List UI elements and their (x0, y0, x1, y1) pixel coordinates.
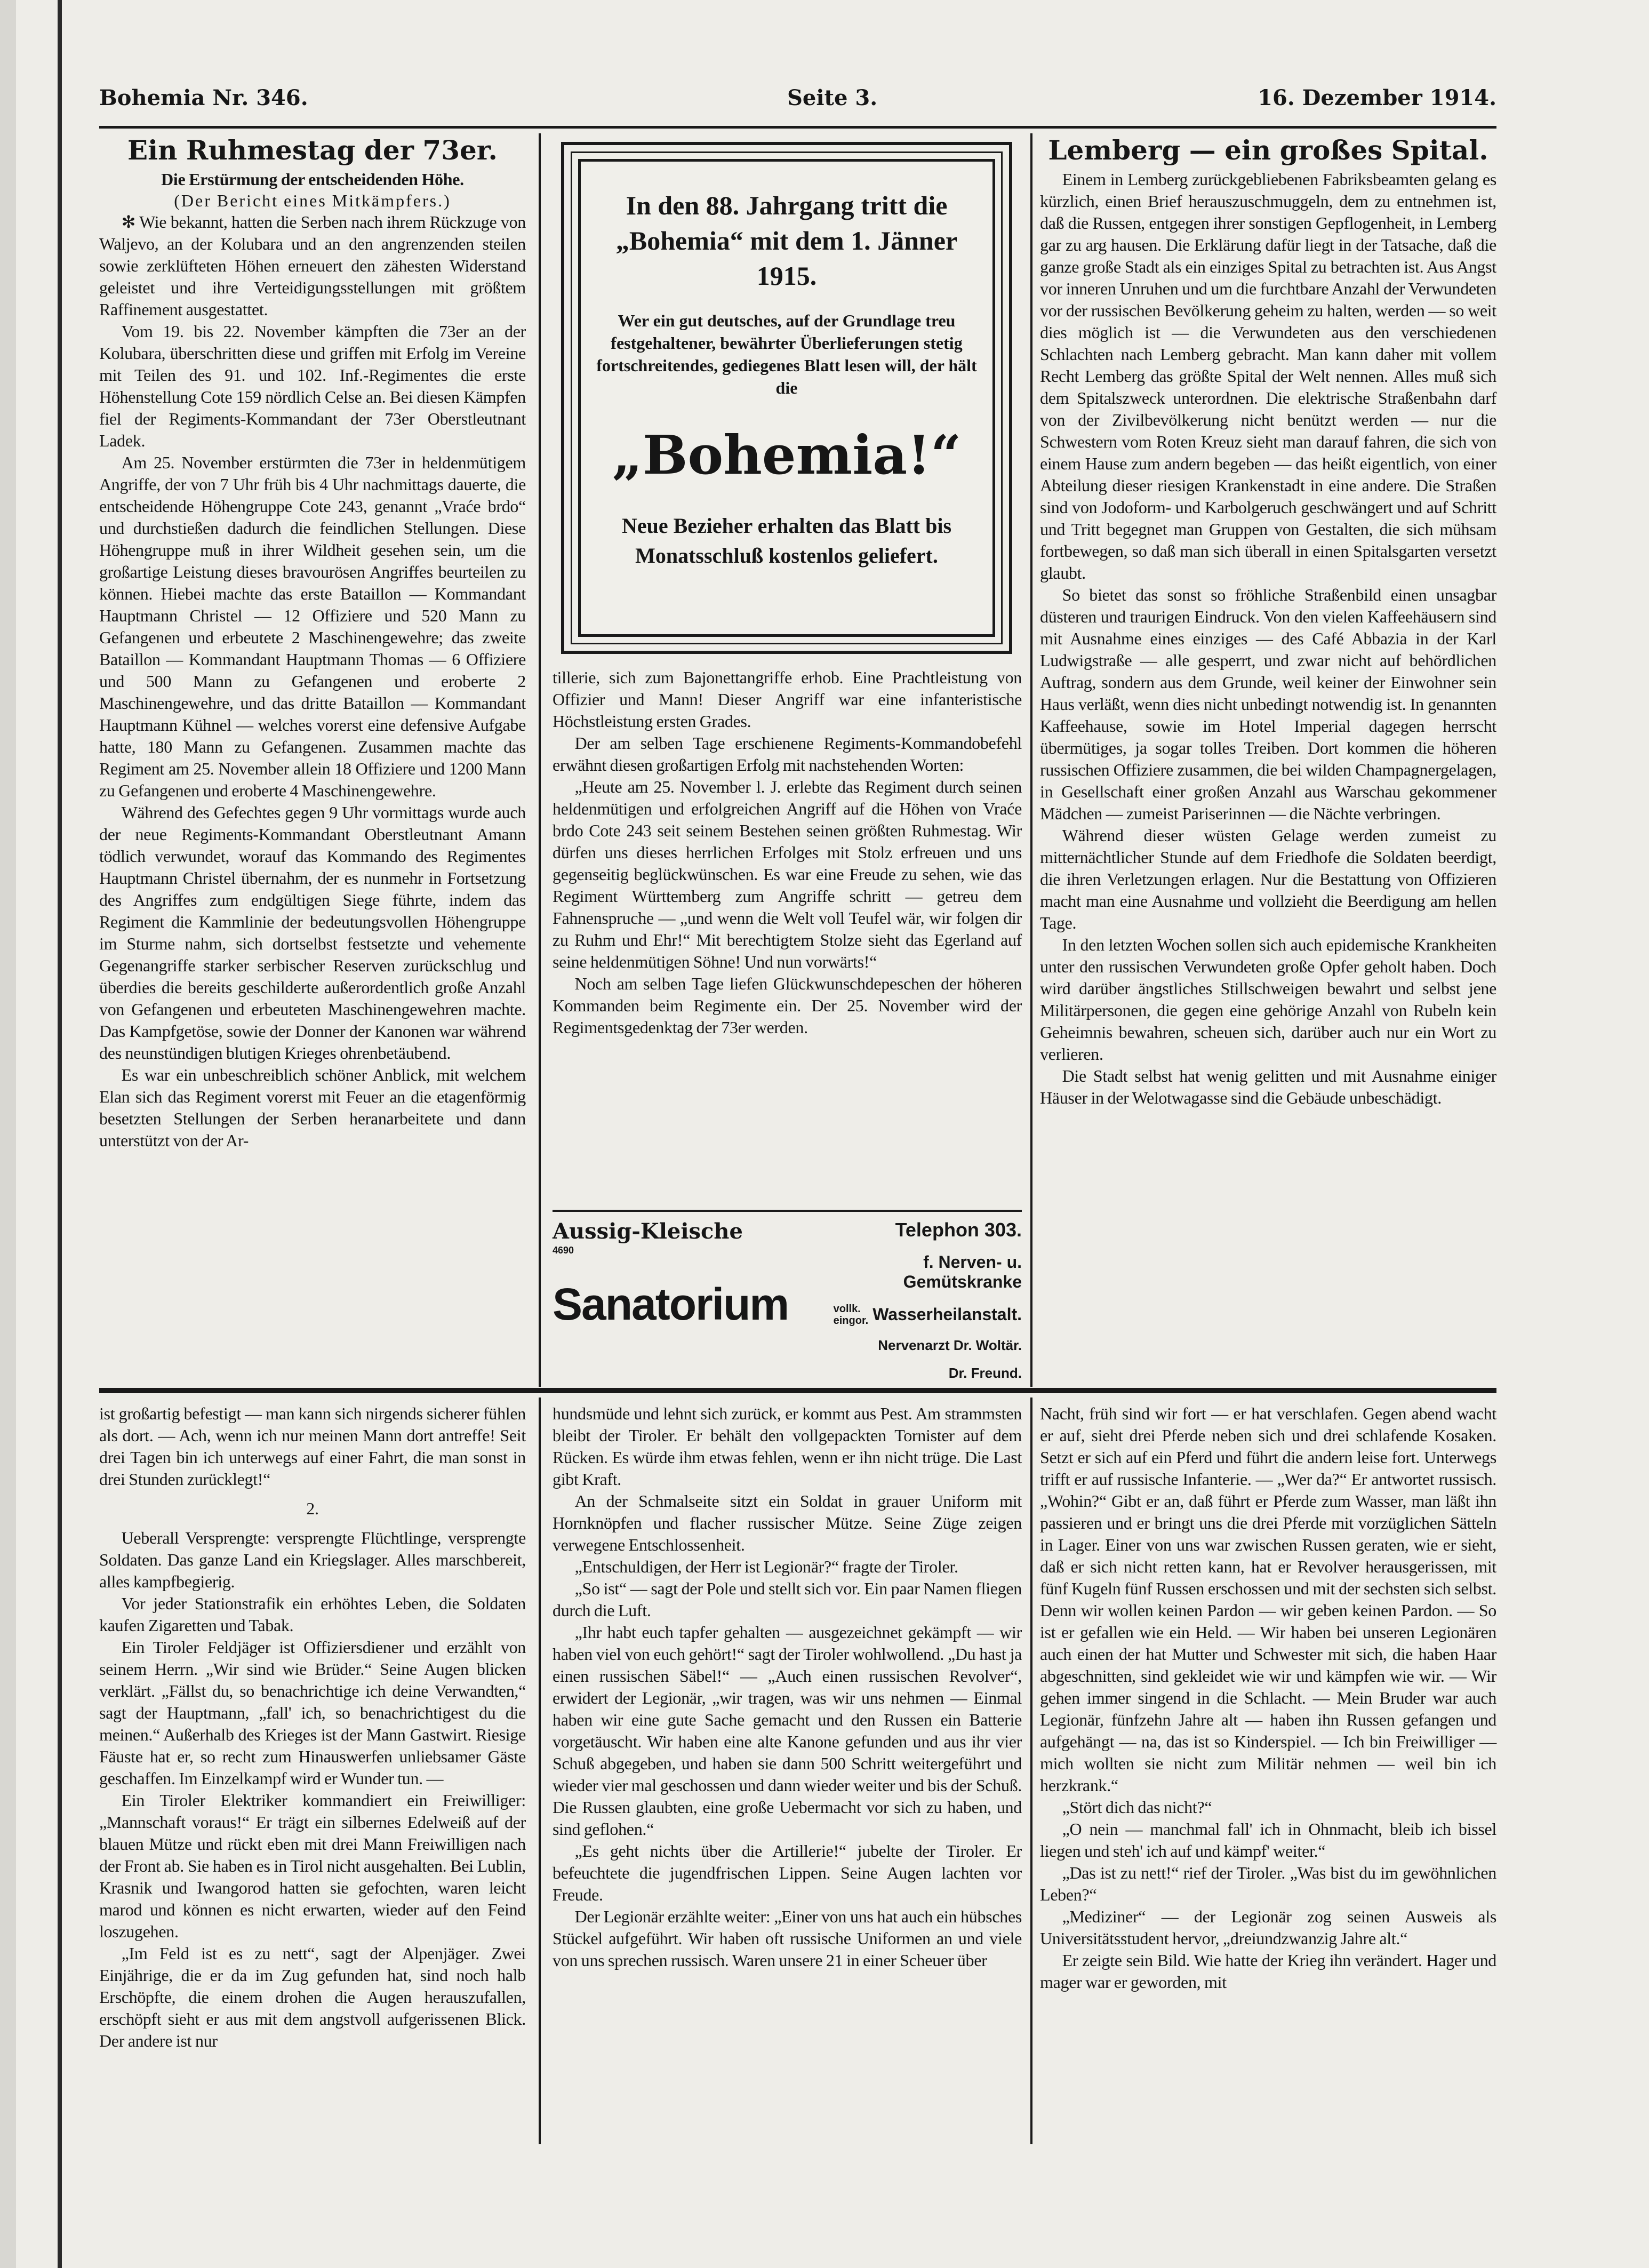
paragraph: Am 25. November erstürmten die 73er in heldenmütigem Angriffe, der von 7 Uhr früh bis 4 Uhr nachmittags dauerte, die entscheidende Höhengruppe Cote 243, genannt „Vraće brdo“ und durchstießen dadurch die feindlichen Stellungen. Diese Höhengruppe muß in ihrer Wildheit gesehen sein, um die großartige Leistung dieses bravourösen Angriffes beurteilen zu können. Hiebei machte das erste Bataillon — Kommandant Hauptmann Christel — 12 Offiziere und 520 Mann zu Gefangenen und erbeutete 2 Maschinengewehre; das zweite Bataillon — Kommandant Hauptmann Thomas — 6 Offiziere und 500 Mann zu Gefangenen und eroberte 2 Maschinengewehre, und das dritte Bataillon — Kommandant Hauptmann Kühnel — welches vorerst eine defensive Aufgabe hatte, 180 Mann zu Gefangenen. Zusammen machte das Regiment am 25. November allein 18 Offiziere und 1200 Mann zu Gefangenen und eroberte 4 Maschinengewehre. (99, 453, 526, 800)
paragraph: Die Stadt selbst hat wenig gelitten und mit Ausnahme einiger Häuser in der Welotwagasse sind die Gebäude unbeschädigt. (1040, 1066, 1496, 1107)
paragraph: „So ist“ — sagt der Pole und stellt sich vor. Ein paar Namen fliegen durch die Luft. (553, 1579, 1022, 1620)
paragraph: „O nein — manchmal fall' ich in Ohnmacht, bleib ich bissel liegen und steh' ich auf und kämpf' weiter.“ (1040, 1819, 1496, 1860)
header-page: Seite 3. (787, 85, 878, 110)
feuilleton-column-1 (99, 1403, 526, 2052)
paragraph: Ein Tiroler Elektriker kommandiert ein Freiwilliger: „Mannschaft voraus!“ Er trägt ein silbernes Edelweiß auf der blauen Mütze und rückt eben mit drei Mann Freiwilligen nach der Front ab. Sie haben es in Tirol nicht ausgehalten. Bei Lublin, Krasnik und Iwangorod hatten sie gefochten, waren leicht marod und können es nicht erwarten, wieder auf den Feind loszugehen. (99, 1791, 526, 1941)
paragraph: In den letzten Wochen sollen sich auch epidemische Krankheiten unter den russischen Verwundeten große Opfer geholt haben. Doch wird darüber ängstliches Stillschweigen bewahrt und selbst jene Militärpersonen, die gegen eine gehörige Anzahl von Rubeln kein Geheimnis bewahren, scheuen sich, darüber auch nur ein Wort zu verlieren. (1040, 935, 1496, 1064)
paragraph: Während dieser wüsten Gelage werden zumeist zu mitternächtlicher Stunde auf dem Friedhofe die Soldaten beerdigt, die ihren Verletzungen erlagen. Nur die Bestattung von Offizieren macht man eine Ausnahme und vollzieht die Beerdigung am hellen Tage. (1040, 826, 1496, 932)
feuilleton-rule (99, 1388, 1496, 1393)
paragraph: Nacht, früh sind wir fort — er hat verschlafen. Gegen abend wacht er auf, sieht drei Pferde neben sich und drei schlafende Kosaken. Setzt er sich auf ein Pferd und führt die andern leise fort. Unterwegs trifft er auf russische Infanterie. — „Wer da?“ Er antwortet russisch. „Wohin?“ Gibt er an, daß führt er Pferde zum Wasser, man läßt ihn passieren und er bringt uns die drei Pferde mit vorzüglichen Sätteln in Lager. Einer von uns war zwischen Russen geraten, wie er sieht, daß er sich nicht retten kann, hat er Revolver herausgerissen, mit fünf Kugeln fünf Russen erschossen und mit der sechsten sich selbst. Denn wir wollen keinen Pardon — wir geben keinen Pardon. — So ist er gefallen wie ein Held. — Wir haben bei unseren Legionären auch einen der hat Mutter und Schwester mit sich, die haben Haar abgeschnitten, sind gekleidet wie wir und kämpfen wie wir. — Wir gehen immer singend in die Schlacht. — Mein Bruder war auch Legionär, fünfzehn Jahre alt — haben ihn Russen gefangen und aufgehängt — na, das ist so Kinderspiel. — Ich bin Freiwilliger — mich wollten sie nicht zum Militär nehmen — weil bin ich herzkrank.“ (1040, 1404, 1496, 1795)
column-rule (539, 133, 541, 1387)
paragraph: Ueberall Versprengte: versprengte Flüchtlinge, versprengte Soldaten. Das ganze Land ein Kriegslager. Alles marschbereit, alles kampfbegierig. (99, 1528, 526, 1591)
feuilleton-column-2 (553, 1403, 1022, 1971)
paragraph: Einem in Lemberg zurückgebliebenen Fabriksbeamten gelang es kürzlich, einen Brief herauszuschmuggeln, dem zu entnehmen ist, daß die Russen, entgegen ihrer sonstigen Gepflogenheit, in Lemberg gar zu arg hausen. Die Erklärung dafür liegt in der Tatsache, daß die ganze große Stadt als ein einziges Spital zu betrachten ist. Aus Angst vor inneren Unruhen und um die furchtbare Anzahl der Verwundeten vor der russischen Bevölkerung geheim zu halten, werden — so weit dies möglich ist — die Verwundeten aus den verschiedenen Schlachten nach Lemberg gebracht. Man kann daher mit vollem Recht Lemberg das größte Spital der Welt nennen. Alles muß sich dem Spitalszweck unterordnen. Die elektrische Straßenbahn darf von der Zivilbevölkerung nicht benützt werden — nur die Schwestern vom Roten Kreuz sieht man darauf fahren, die sich von einem Hause zum andern begeben — das heißt eigentlich, von einer Abteilung dieser riesigen Krankenstadt in eine andere. Die Straßen sind von Jodoform- und Karbolgeruch geschwängert und auf Schritt und Tritt begegnet man Gruppen von Gestalten, die sich mühsam fortbewegen, so daß man sich überall in einen Spitalsgarten versetzt glaubt. (1040, 170, 1496, 582)
header-date: 16. Dezember 1914. (1258, 85, 1496, 110)
ad-line1: f. Nerven- u. Gemütskranke (903, 1252, 1022, 1291)
article-byline: (Der Bericht eines Mitkämpfers.) (174, 191, 451, 210)
paragraph: „Ihr habt euch tapfer gehalten — ausgezeichnet gekämpft — wir haben viel von euch gehört!“ sagt der Tiroler wohlwollend. „Du hast ja einen russischen Säbel!“ — „Auch einen russischen Revolver“, erwidert der Legionär, „wir tragen, was wir uns nehmen — Einmal haben wir eine gute Sache gemacht und den Russen ein Batterie vorgetäuscht. Wir haben eine alte Kanone gefunden und aus ihr vier Schuß abgegeben, und haben sie dann 500 Schritt weitergeführt und wieder vier mal geschossen und dann wieder weiter und bis der Schuß. Die Russen glaubten, eine große Uebermacht vor sich zu haben, und sind geflohen.“ (553, 1623, 1022, 1839)
article-ruhmestag-continued (553, 667, 1022, 1039)
paragraph: „Das ist zu nett!“ rief der Tiroler. „Was bist du im gewöhnlichen Leben?“ (1040, 1863, 1496, 1904)
ad-body: Wer ein gut deutsches, auf der Grundlage treu festgehaltener, bewährter Überlieferungen stetig fortschreitendes, gediegenes Blatt lesen will, der hält die (596, 311, 977, 397)
article-ruhmestag (99, 134, 526, 1152)
paragraph: hundsmüde und lehnt sich zurück, er kommt aus Pest. Am strammsten bleibt der Tiroler. Er behält den vollgepackten Tornister auf dem Rücken. Es würde ihm etwas fehlen, wenn er ihn nicht trüge. Die Last gibt Kraft. (553, 1404, 1022, 1489)
ad-line2: Wasserheilanstalt. (872, 1305, 1022, 1324)
paragraph: Noch am selben Tage liefen Glückwunschdepeschen der höheren Kommanden beim Regimente ein. Der 25. November wird der Regimentsgedenktag der 73er werden. (553, 974, 1022, 1037)
paragraph: „Mediziner“ — der Legionär zog seinen Ausweis als Universitätsstudent hervor, „dreiundzwanzig Jahre alt.“ (1040, 1907, 1496, 1948)
page-header (99, 85, 1496, 117)
paragraph: ✻ Wie bekannt, hatten die Serben nach ihrem Rückzuge von Waljevo, an der Kolubara und an den angrenzenden steilen sowie zerklüfteten Höhen erneuert den zähesten Widerstand geleistet und ihre Verteidigungsstellungen mit größtem Raffinement ausgestattet. (99, 212, 526, 319)
page-edge-line (58, 0, 62, 2268)
ad-place: Aussig-Kleische (553, 1219, 743, 1244)
paragraph: „Entschuldigen, der Herr ist Legionär?“ fragte der Tiroler. (574, 1557, 958, 1576)
paragraph: Ein Tiroler Feldjäger ist Offiziersdiener und erzählt von seinem Herrn. „Wir sind wie Brüder.“ Seine Augen blicken verklärt. „Fällst du, so benachrichtige ich deine Verwandten,“ sagt der Hauptmann, „fall' ich, so benachrichtigest du die meinen.“ Außerhalb des Krieges ist der Mann Gastwirt. Riesige Fäuste hat er, so recht zum Hinauswerfen unliebsamer Gäste geschaffen. Im Einzelkampf wird er Wunder tun. — (99, 1638, 526, 1788)
feuilleton-column-3 (1040, 1403, 1496, 1993)
paragraph: tillerie, sich zum Bajonettangriffe erhob. Eine Prachtleistung von Offizier und Mann! Dieser Angriff war eine infanteristische Höchstleistung ersten Grades. (553, 668, 1022, 731)
ad-separator (553, 1210, 1022, 1212)
ad-headline: In den 88. Jahrgang tritt die „Bohemia“ mit dem 1. Jänner 1915. (615, 190, 958, 291)
header-rule (99, 126, 1496, 129)
paragraph: ist großartig befestigt — man kann sich nirgends sicherer fühlen als dort. — Ach, wenn ich nur meinen Mann dort antreffe! Seit drei Tagen bin ich unterwegs auf einer Fahrt, die man sonst in drei Stunden zurücklegt!“ (99, 1404, 526, 1489)
ad-newspaper-name: „Bohemia!“ (612, 424, 962, 486)
paragraph: „Heute am 25. November l. J. erlebte das Regiment durch seinen heldenmütigen und erfolgreichen Angriff auf die Höhen von Vraće brdo Cote 243 seit seinem Bestehen seinen größten Ruhmestag. Wir dürfen uns dieses herrlichen Erfolges mit Stolz erfreuen und uns gegenseitig beglückwünschen. Es war eine Freude zu sehen, wie das Regiment Württemberg zum Angriffe schritt — getreu dem Fahnenspruche — „und wenn die Welt voll Teufel wär, wir folgen dir zu Ruhm und Ehr!“ Mit berechtigtem Stolze sieht das Egerland auf seine heldenmütigen Söhne! Und nun vorwärts!“ (553, 777, 1022, 971)
article-lemberg (1040, 134, 1496, 1109)
bohemia-subscription-ad (561, 142, 1012, 654)
column-rule (1030, 133, 1032, 1387)
paragraph: So bietet das sonst so fröhliche Straßenbild einen unsagbar düsteren und traurigen Eindruck. Von den vielen Kaffeehäusern sind mit Ausnahme eines einziges — des Café Abbazia in der Karl Ludwigstraße — alle gesperrt, und zwar nicht auf behördlichen Auftrag, sondern aus dem Grunde, weil keiner der Einwohner sein Haus verläßt, wenn dies nicht unbedingt notwendig ist. In genannten Kaffeehause, sowie im Hotel Imperial dagegen herrscht übermütiges, ja sogar tolles Treiben. Dort kommen die höheren russischen Offiziere zusammen, die bei wilden Champagnergelagen, in Gesellschaft einer großen Anzahl aus Warschau gekommener Mädchen — zumeist Pariserinnen — die Nächte verbringen. (1040, 585, 1496, 823)
paragraph: Es war ein unbeschreiblich schöner Anblick, mit welchem Elan sich das Regiment vorerst mit Feuer an die etagenförmig besetzten Stellungen der Serben heranarbeitete und dann unterstützt von der Ar- (99, 1065, 526, 1150)
paragraph: „Es geht nichts über die Artillerie!“ jubelte der Tiroler. Er befeuchtete die jugendfrischen Lippen. Seine Augen lachten vor Freude. (553, 1841, 1022, 1904)
paragraph: Vom 19. bis 22. November kämpften die 73er an der Kolubara, überschritten diese und griffen mit Erfolg im Vereine mit Teilen des 91. und 102. Inf.-Regimentes die erste Höhenstellung Cote 159 nördlich Celse an. Bei diesen Kämpfen fiel der Regiments-Kommandant der 73er Oberstleutnant Ladek. (99, 322, 526, 450)
paragraph: Der Legionär erzählte weiter: „Einer von uns hat auch ein hübsches Stückel aufgeführt. Wir haben oft russische Uniformen an und viele von uns sprechen russisch. Waren unsere 21 in einer Scheuer über (553, 1907, 1022, 1970)
paragraph: Er zeigte sein Bild. Wie hatte der Krieg ihn verändert. Hager und mager war er geworden, mit (1040, 1951, 1496, 1992)
ad-doctor2: Dr. Freund. (948, 1365, 1022, 1381)
paragraph: Während des Gefechtes gegen 9 Uhr vormittags wurde auch der neue Regiments-Kommandant Oberstleutnant Amann tödlich verwundet, worauf das Kommando des Regimentes Hauptmann Christel übernahm, der es nunmehr in Fortsetzung des Angriffes zum endgültigen Siege führte, indem das Regiment die Kammlinie der bedeutungsvollen Höhengruppe im Sturme nahm, sich dortselbst festsetzte und vehemente Gegenangriffe starker serbischer Reserven zurückschlug und überdies die bereits geschilderte außerordentlich große Anzahl von Gefangenen und erbeuteten Maschinengewehren machte. Das Kampfgetöse, sowie der Donner der Kanonen war während des neunstündigen blutigen Krieges ohrenbetäubend. (99, 803, 526, 1063)
paragraph: Der am selben Tage erschienene Regiments-Kommandobefehl erwähnt diesen großartigen Erfolg mit nachstehenden Worten: (553, 733, 1022, 774)
paragraph: An der Schmalseite sitzt ein Soldat in grauer Uniform mit Hornknöpfen und flacher russischer Mütze. Seine Züge zeigen verwegene Entschlossenheit. (553, 1491, 1022, 1554)
header-issue: Bohemia Nr. 346. (99, 85, 308, 110)
article-title: Lemberg — ein großes Spital. (1048, 134, 1488, 166)
ad-sanatorium-name: Sanatorium (553, 1279, 789, 1329)
sanatorium-ad (553, 1219, 1022, 1381)
ad-doctor1: Nervenarzt Dr. Woltär. (878, 1337, 1022, 1354)
paragraph: Vor jeder Stationstrafik ein erhöhtes Leben, die Soldaten kaufen Zigaretten und Tabak. (99, 1594, 526, 1635)
article-title: Ein Ruhmestag der 73er. (127, 134, 498, 166)
column-rule (539, 1397, 541, 2144)
ad-code: 4690 (553, 1245, 574, 1256)
ad-small1: vollk. (833, 1303, 861, 1315)
section-number: 2. (306, 1499, 319, 1518)
scan-margin (0, 0, 16, 2268)
paragraph: „Im Feld ist es zu nett“, sagt der Alpenjäger. Zwei Einjährige, die er da im Zug gefunden hat, sind noch halb Erschöpfte, die einem drohen die Augen herauszufallen, erschöpft sieht er aus mit dem angstvoll aufgerissenen Blick. Der andere ist nur (99, 1944, 526, 2050)
ad-phone: Telephon 303. (895, 1219, 1022, 1241)
ad-footer: Neue Bezieher erhalten das Blatt bis Monatsschluß kostenlos geliefert. (621, 514, 952, 568)
column-rule (1030, 1397, 1032, 2144)
article-subtitle: Die Erstürmung der entscheidenden Höhe. (161, 170, 464, 189)
paragraph: „Stört dich das nicht?“ (1062, 1798, 1212, 1817)
ad-small2: eingor. (833, 1314, 869, 1327)
